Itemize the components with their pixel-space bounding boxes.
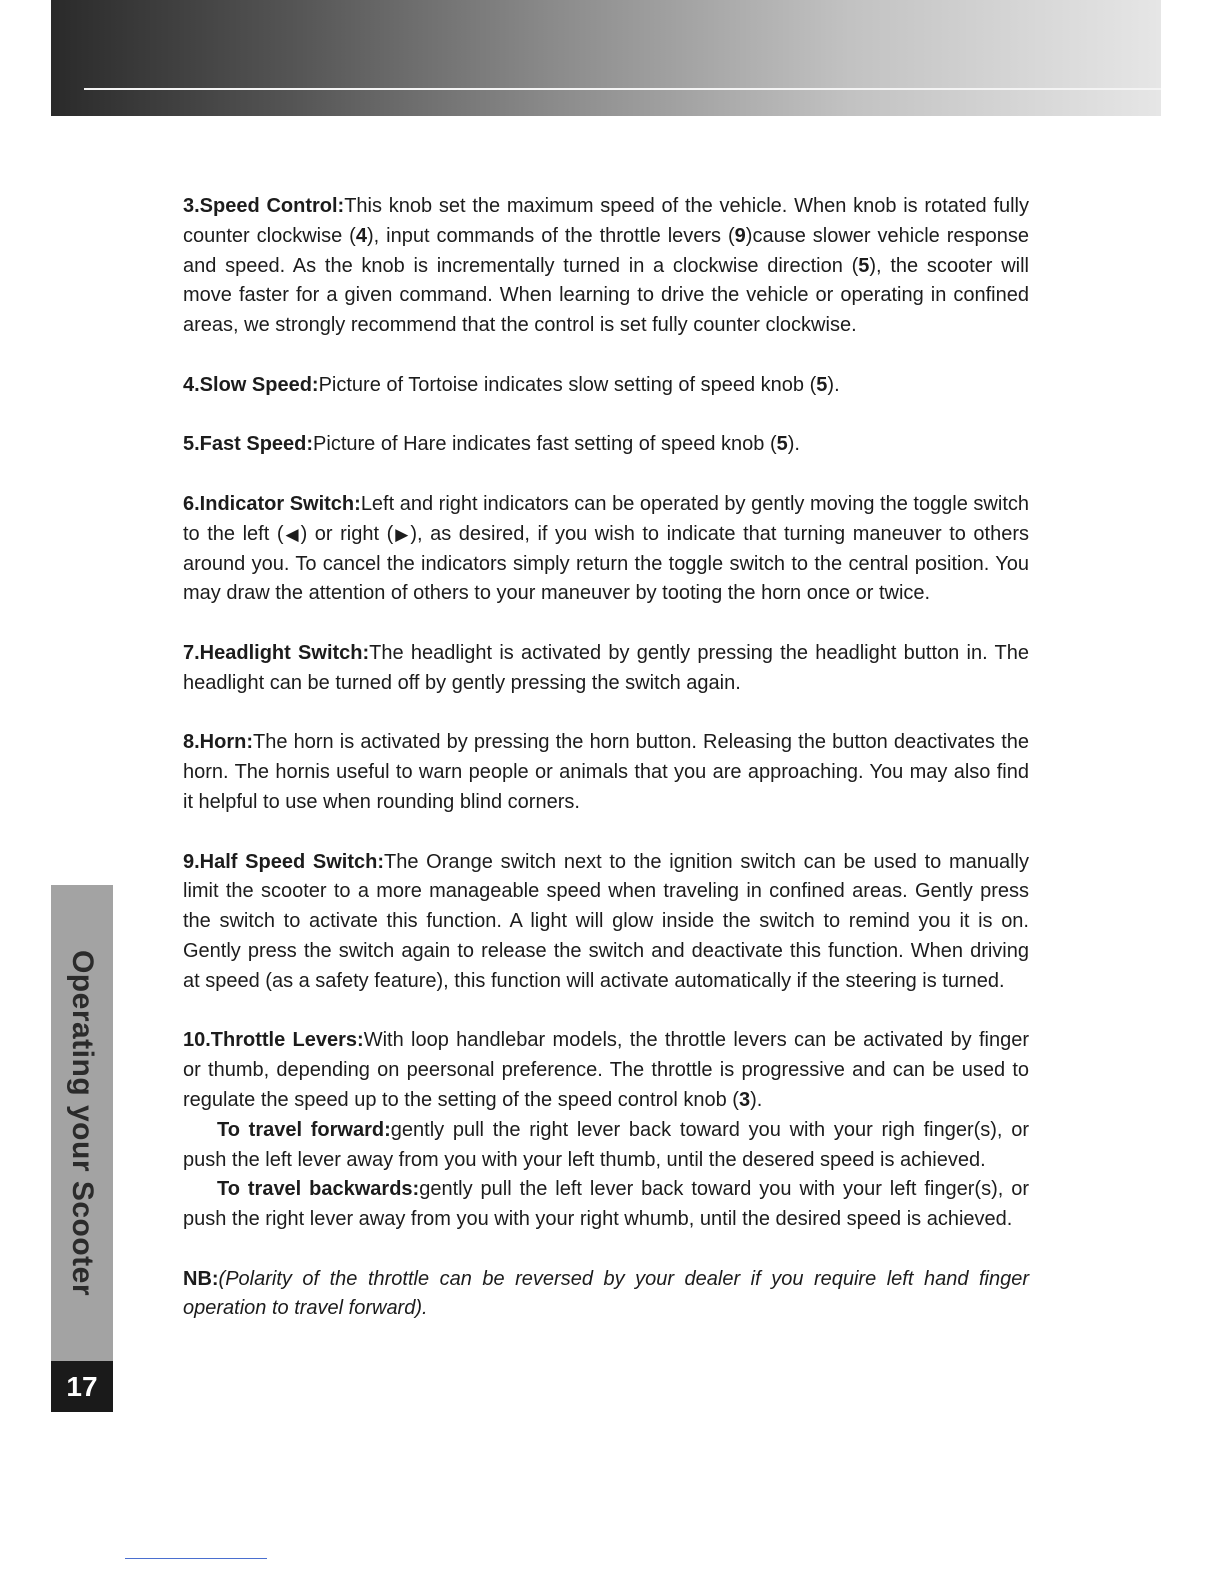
indicator-text: ) or right (: [300, 522, 394, 545]
throttle-title: 10.Throttle Levers:: [183, 1029, 364, 1052]
fast-speed-title: 5.Fast Speed:: [183, 433, 314, 456]
item-headlight-switch: [183, 639, 1029, 699]
headlight-text: The headlight is activated by gently pressing the headlight button in. The headlight can be turned off by gently pressing the switch again.: [183, 641, 1029, 694]
item-speed-control: [183, 192, 1029, 341]
header-gradient-band: [51, 0, 1161, 116]
section-side-tab: [51, 885, 113, 1361]
travel-forward-text: gently pull the right lever back toward you with your righ finger(s), or push the left lever away from you with your left thumb, until the desered speed is achieved.: [183, 1118, 1029, 1171]
speed-control-text: )cause slower vehicle response and speed. As the knob is incrementally turned in a clockwise direction (: [183, 224, 1030, 277]
slow-speed-title: 4.Slow Speed:: [183, 373, 319, 396]
slow-speed-text: ).: [827, 373, 840, 396]
ref-number: 5: [776, 433, 788, 456]
ref-number: 9: [734, 224, 746, 247]
footer-rule: [125, 1558, 267, 1559]
nb-text: (Polarity of the throttle can be reversed by your dealer if you require left hand finger operation to travel forward).: [183, 1267, 1029, 1320]
speed-control-text: ), the scooter will move faster for a given command. When learning to drive the vehicle or operating in confined areas, we strongly recommend that the control is set fully counter clockwise.: [183, 254, 1029, 337]
left-arrow-icon: ◀: [283, 524, 301, 544]
ref-number: 3: [738, 1088, 751, 1111]
speed-control-text: ), input commands of the throttle levers (: [366, 224, 735, 247]
page-number: 17: [51, 1361, 113, 1412]
item-fast-speed: [183, 430, 1029, 460]
half-speed-title: 9.Half Speed Switch:: [183, 850, 385, 873]
ref-number: 5: [858, 254, 870, 277]
section-tab-label: Operating your Scooter: [66, 949, 99, 1297]
item-slow-speed: [183, 371, 1029, 401]
speed-control-text: This knob set the maximum speed of the vehicle. When knob is rotated fully counter clockwise (: [183, 195, 1030, 247]
fast-speed-text: ).: [787, 433, 800, 456]
horn-text: The horn is activated by pressing the horn button. Releasing the button deactivates the horn. The hornis useful to warn people or animals that you are approaching. You may also find it helpful to use when rounding blind corners.: [183, 731, 1029, 813]
item-horn: [183, 728, 1029, 817]
travel-backward-text: gently pull the left lever back toward you with your left finger(s), or push the right lever away from you with your right whumb, until the desired speed is achieved.: [183, 1178, 1029, 1231]
nb-note: [183, 1265, 1029, 1325]
horn-title: 8.Horn:: [183, 731, 253, 754]
nb-label: NB:: [183, 1267, 219, 1290]
throttle-text: ).: [750, 1088, 763, 1111]
header-rule: [84, 88, 1161, 90]
ref-number: 4: [355, 224, 367, 247]
item-half-speed-switch: [183, 848, 1029, 997]
throttle-text: With loop handlebar models, the throttle levers can be activated by finger or thumb, depending on peersonal preference. The throttle is progressive and can be used to regulate the speed up to the setting of the speed control knob (: [183, 1029, 1030, 1111]
headlight-title: 7.Headlight Switch:: [183, 641, 370, 664]
travel-backward-title: To travel backwards:: [217, 1178, 420, 1201]
slow-speed-text: Picture of Tortoise indicates slow setting of speed knob (: [318, 373, 817, 396]
manual-content: [183, 192, 1029, 1354]
indicator-text: Left and right indicators can be operated by gently moving the toggle switch to the left (: [183, 492, 1029, 545]
speed-control-title: 3.Speed Control:: [183, 195, 345, 217]
item-indicator-switch: [183, 490, 1029, 609]
item-throttle-levers: [183, 1026, 1029, 1115]
travel-forward-paragraph: [183, 1116, 1029, 1176]
indicator-text: ), as desired, if you wish to indicate that turning maneuver to others around you. To cancel the indicators simply return the toggle switch to the central position. You may draw the attention of others to your maneuver by tooting the horn once or twice.: [183, 522, 1030, 605]
right-arrow-icon: ▶: [393, 524, 411, 544]
half-speed-text: The Orange switch next to the ignition switch can be used to manually limit the scooter to a more manageable speed when traveling in confined areas. Gently press the switch to activate this function. A light will glow inside the switch to remind you it is on. Gently press the switch again to release the switch and deactivate this function. When driving at speed (as a safety feature), this function will activate automatically if the steering is turned.: [183, 850, 1029, 992]
ref-number: 5: [816, 373, 828, 396]
indicator-title: 6.Indicator Switch:: [183, 492, 361, 515]
travel-forward-title: To travel forward:: [217, 1118, 391, 1141]
fast-speed-text: Picture of Hare indicates fast setting of speed knob (: [313, 433, 777, 456]
travel-backward-paragraph: [183, 1175, 1029, 1235]
